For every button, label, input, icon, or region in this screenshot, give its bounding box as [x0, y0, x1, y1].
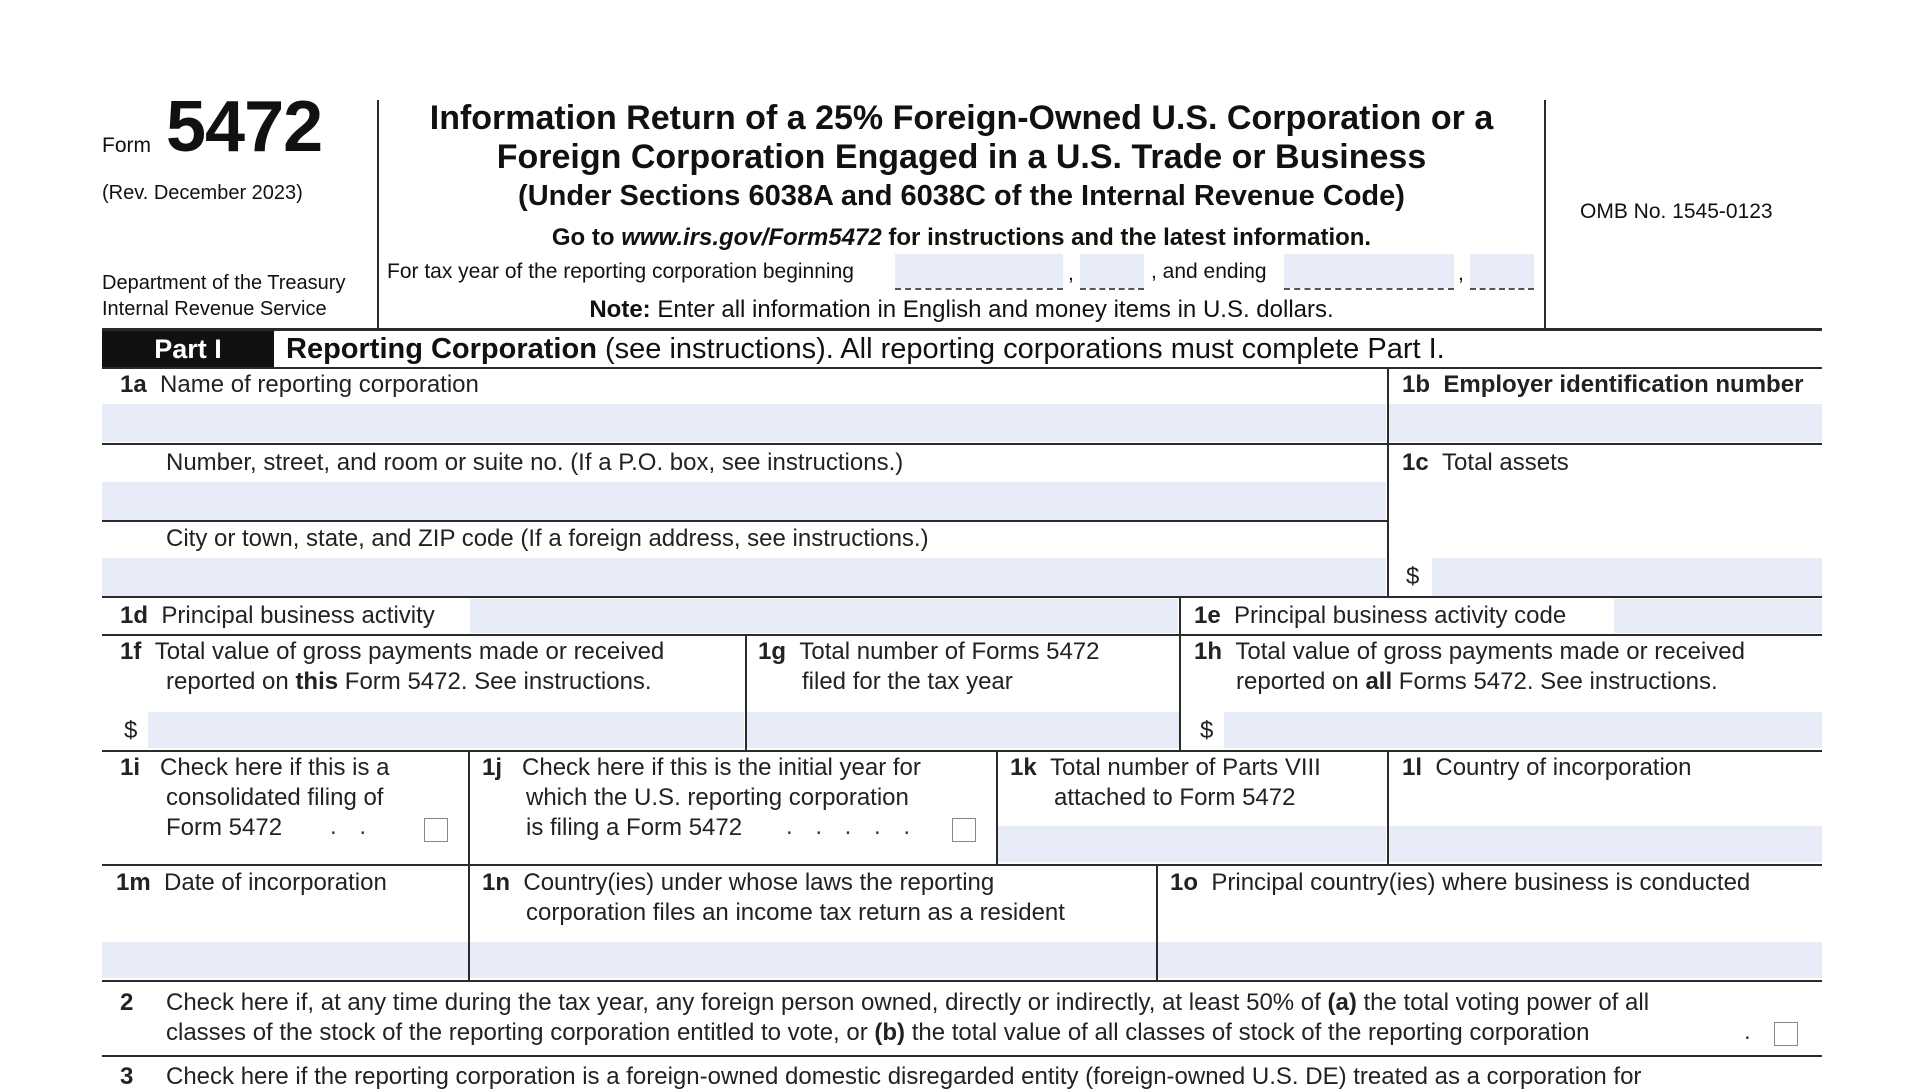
street-rule	[102, 520, 1387, 522]
revision-date: (Rev. December 2023)	[102, 182, 303, 204]
date-of-incorporation-input[interactable]	[102, 942, 468, 978]
goto-suffix: for instructions and the latest information.	[888, 224, 1372, 251]
and-ending-label: , and ending	[1151, 260, 1267, 283]
row-1m-rule	[102, 980, 1822, 982]
line-1d-label: 1d Principal business activity	[120, 602, 435, 629]
note-label: Note:	[589, 296, 651, 323]
form-title-line-1: Information Return of a 25% Foreign-Owned U.S. Corporation or a	[429, 99, 1494, 137]
tax-year-end-input[interactable]	[1284, 254, 1454, 288]
form-title-line-2: Foreign Corporation Engaged in a U.S. Trade or Business	[496, 138, 1427, 176]
line-1j-leader-dots: . . . . .	[786, 813, 919, 840]
form-title-line-3: (Under Sections 6038A and 6038C of the Internal Revenue Code)	[518, 180, 1405, 212]
goto-url-link[interactable]: www.irs.gov/Form5472	[621, 224, 882, 251]
line-1n-label-2: corporation files an income tax return as a resident	[526, 899, 1065, 926]
vertical-divider-1h	[1179, 636, 1181, 750]
row-1a-rule	[102, 443, 1822, 445]
gross-payments-all-input[interactable]	[1224, 712, 1822, 748]
tax-year-end-year-underline	[1470, 288, 1534, 290]
row-1d-rule	[102, 634, 1822, 636]
tax-year-end-underline	[1284, 288, 1454, 290]
line-1m-label: 1m Date of incorporation	[116, 869, 387, 896]
business-activity-code-input[interactable]	[1614, 599, 1822, 633]
line-1e-label: 1e Principal business activity code	[1194, 602, 1567, 629]
parts-viii-count-input[interactable]	[998, 826, 1386, 862]
part1-bottom-rule	[102, 367, 1822, 369]
street-label: Number, street, and room or suite no. (If a P.O. box, see instructions.)	[166, 449, 904, 476]
line-1o-label: 1o Principal country(ies) where business is conducted	[1170, 869, 1751, 896]
line-1i-label-3: Form 5472	[166, 814, 283, 841]
city-label: City or town, state, and ZIP code (If a foreign address, see instructions.)	[166, 525, 929, 552]
city-input[interactable]	[102, 558, 1386, 596]
note-line	[379, 296, 1544, 324]
tax-year-begin-year-underline	[1080, 288, 1144, 290]
line-1b-label: 1b Employer identification number	[1402, 371, 1804, 398]
form-number: 5472	[166, 87, 323, 167]
line-1g-label-2: filed for the tax year	[802, 668, 1013, 695]
form-label: Form	[102, 134, 151, 157]
row-1f-rule	[102, 750, 1822, 752]
total-assets-input[interactable]	[1432, 558, 1822, 596]
vertical-divider-1e	[1179, 598, 1181, 634]
tax-year-begin-underline	[895, 288, 1063, 290]
tax-year-begin-input[interactable]	[895, 254, 1063, 288]
omb-number: OMB No. 1545-0123	[1580, 200, 1773, 223]
line-2-text-2: classes of the stock of the reporting corporation entitled to vote, or (b) the total value of all classes of stock of the reporting corporation	[166, 1019, 1590, 1046]
header-divider-right	[1544, 100, 1546, 329]
line-1g-label: 1g Total number of Forms 5472	[758, 638, 1100, 665]
gross-payments-this-dollar-sign: $	[124, 717, 138, 744]
part1-title: Reporting Corporation	[286, 333, 597, 365]
line-1k-label: 1k Total number of Parts VIII	[1010, 754, 1321, 781]
line-1h-label: 1h Total value of gross payments made or received	[1194, 638, 1745, 665]
consolidated-filing-checkbox[interactable]	[424, 818, 448, 842]
line-3-number: 3	[120, 1063, 134, 1090]
line-1f-label: 1f Total value of gross payments made or received	[120, 638, 665, 665]
foreign-50pct-checkbox[interactable]	[1774, 1022, 1798, 1046]
row-city-rule	[102, 596, 1822, 598]
note-text: Enter all information in English and money items in U.S. dollars.	[657, 296, 1334, 323]
row-2-rule	[102, 1055, 1822, 1057]
goto-instructions	[379, 224, 1544, 252]
tax-year-end-year-input[interactable]	[1470, 254, 1534, 288]
initial-year-checkbox[interactable]	[952, 818, 976, 842]
part1-tag: Part I	[102, 331, 274, 367]
line-2-number: 2	[120, 989, 134, 1016]
total-assets-dollar-sign: $	[1406, 563, 1420, 590]
line-3-text-1: Check here if the reporting corporation is a foreign-owned domestic disregarded entity (foreign-owned U.S. DE) treated as a corporation for	[166, 1063, 1642, 1090]
line-1i-leader-dots: . .	[330, 813, 375, 840]
forms-5472-count-input[interactable]	[747, 712, 1179, 748]
line-1a-label: 1a Name of reporting corporation	[120, 371, 479, 398]
tax-year-begin-year-input[interactable]	[1080, 254, 1144, 288]
gross-payments-all-dollar-sign: $	[1200, 717, 1214, 744]
ein-input[interactable]	[1389, 404, 1822, 442]
tax-residence-country-input[interactable]	[470, 942, 1156, 978]
reporting-corp-name-input[interactable]	[102, 404, 1386, 442]
tax-year-comma-1: ,	[1068, 262, 1074, 285]
row-1i-rule	[102, 864, 1822, 866]
principal-business-country-input[interactable]	[1158, 942, 1822, 978]
gross-payments-this-input[interactable]	[148, 712, 744, 748]
goto-prefix: Go to	[551, 224, 615, 251]
line-1k-label-2: attached to Form 5472	[1054, 784, 1296, 811]
tax-year-comma-2: ,	[1458, 262, 1464, 285]
vertical-divider-1j	[468, 752, 470, 864]
line-1j-label-3: is filing a Form 5472	[526, 814, 743, 841]
department-line-1: Department of the Treasury	[102, 272, 346, 294]
line-1c-label: 1c Total assets	[1402, 449, 1569, 476]
line-1n-label: 1n Country(ies) under whose laws the reporting	[482, 869, 995, 896]
line-1l-label: 1l Country of incorporation	[1402, 754, 1692, 781]
line-1j-label: 1j Check here if this is the initial year for	[482, 754, 921, 781]
line-1f-label-2: reported on this Form 5472. See instructions.	[166, 668, 652, 695]
line-1i-label: 1i Check here if this is a	[120, 754, 390, 781]
line-1j-label-2: which the U.S. reporting corporation	[526, 784, 909, 811]
country-of-incorporation-input[interactable]	[1389, 826, 1822, 862]
street-input[interactable]	[102, 482, 1386, 520]
line-1h-label-2: reported on all Forms 5472. See instructions.	[1236, 668, 1718, 695]
principal-business-activity-input[interactable]	[470, 599, 1178, 633]
line-1i-label-2: consolidated filing of	[166, 784, 384, 811]
line-2-text-1: Check here if, at any time during the tax year, any foreign person owned, directly or indirectly, at least 50% of (a) the total voting power of all	[166, 989, 1650, 1016]
part1-heading	[286, 331, 1445, 367]
line-2-leader-dot: .	[1744, 1018, 1759, 1045]
tax-year-prefix: For tax year of the reporting corporation beginning	[387, 260, 854, 283]
department-line-2: Internal Revenue Service	[102, 298, 327, 320]
part1-subtitle: (see instructions). All reporting corporations must complete Part I.	[604, 333, 1445, 365]
